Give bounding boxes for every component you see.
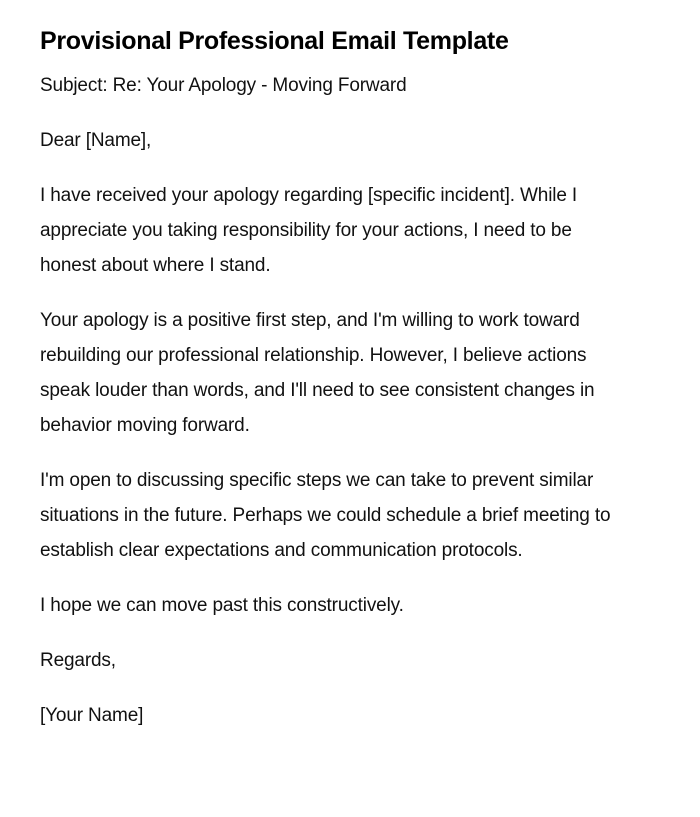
email-closing: Regards, <box>40 650 116 671</box>
email-paragraph-4: I hope we can move past this constructively. <box>40 595 404 616</box>
email-subject: Subject: Re: Your Apology - Moving Forward <box>40 75 407 96</box>
email-greeting: Dear [Name], <box>40 130 152 151</box>
email-paragraph-3: I'm open to discussing specific steps we can take to prevent similar situations in the future. Perhaps we could schedule a brief meeting to establish clear expectations and communication protocols. <box>40 470 611 561</box>
page-title: Provisional Professional Email Template <box>40 27 509 55</box>
email-paragraph-2: Your apology is a positive first step, and I'm willing to work toward rebuilding our professional relationship. However, I believe actions speak louder than words, and I'll need to see consistent changes in behavior moving forward. <box>40 310 595 436</box>
email-signature: [Your Name] <box>40 705 144 726</box>
email-paragraph-1: I have received your apology regarding [specific incident]. While I appreciate you taking responsibility for your actions, I need to be honest about where I stand. <box>40 185 578 276</box>
